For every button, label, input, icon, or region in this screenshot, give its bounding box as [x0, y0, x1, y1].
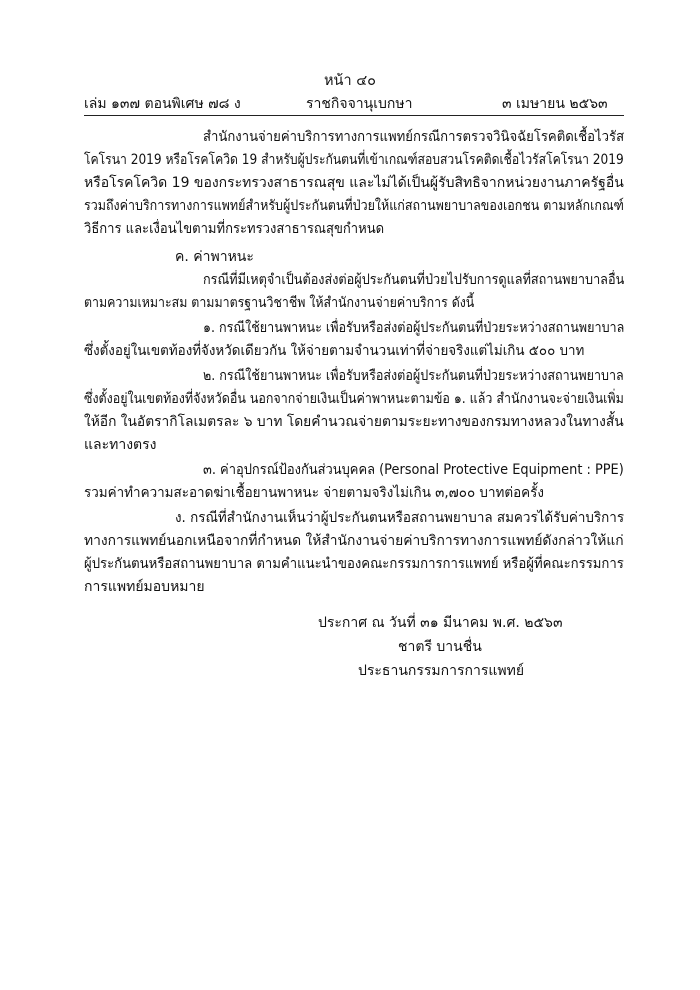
gazette-title: ราชกิจจานุเบกษา — [306, 96, 413, 112]
body-line: ซึ่งตั้งอยู่ในเขตท้องที่จังหวัดอื่น นอกจากจ่ายเงินเป็นค่าพาหนะตามข้อ ๑. แล้ว สำนักงานจะจ่ายเงินเพิ่ม — [84, 391, 624, 407]
body-line: และทางตรง — [84, 437, 157, 453]
publication-date: ๓ เมษายน ๒๕๖๓ — [502, 96, 608, 112]
section-heading: ค. ค่าพาหนะ — [175, 249, 254, 265]
body-line: หรือโรคโควิด 19 ของกระทรวงสาธารณสุข และไม่ได้เป็นผู้รับสิทธิจากหน่วยงานภาครัฐอื่น — [84, 175, 624, 191]
body-line: ทางการแพทย์นอกเหนือจากที่กำหนด ให้สำนักงานจ่ายค่าบริการทางการแพทย์ดังกล่าวให้แก่ — [84, 533, 624, 549]
body-line: กรณีที่มีเหตุจำเป็นต้องส่งต่อผู้ประกันตนที่ป่วยไปรับการดูแลที่สถานพยาบาลอื่น — [203, 272, 625, 288]
body-line: วิธีการ และเงื่อนไขตามที่กระทรวงสาธารณสุขกำหนด — [84, 221, 385, 237]
body-line: ๑. กรณีใช้ยานพาหนะ เพื่อรับหรือส่งต่อผู้ประกันตนที่ป่วยระหว่างสถานพยาบาล — [203, 320, 625, 336]
body-line: ซึ่งตั้งอยู่ในเขตท้องที่จังหวัดเดียวกัน ให้จ่ายตามจำนวนเท่าที่จ่ายจริงแต่ไม่เกิน ๕๐๐ บาท — [84, 343, 585, 359]
body-line: ตามความเหมาะสม ตามมาตรฐานวิชาชีพ ให้สำนักงานจ่ายค่าบริการ ดังนี้ — [84, 295, 475, 311]
body-line: ๒. กรณีใช้ยานพาหนะ เพื่อรับหรือส่งต่อผู้ประกันตนที่ป่วยระหว่างสถานพยาบาล — [203, 368, 624, 384]
gazette-header — [84, 93, 624, 113]
body-line: การแพทย์มอบหมาย — [84, 579, 205, 595]
body-line: สำนักงานจ่ายค่าบริการทางการแพทย์กรณีการตรวจวินิจฉัยโรคติดเชื้อไวรัส — [203, 129, 625, 145]
announcement-date: ประกาศ ณ วันที่ ๓๑ มีนาคม พ.ศ. ๒๕๖๓ — [318, 615, 563, 631]
body-line: รวมถึงค่าบริการทางการแพทย์สำหรับผู้ประกันตนที่ป่วยให้แก่สถานพยาบาลของเอกชน ตามหลักเกณฑ์ — [84, 198, 624, 214]
body-line: ๓. ค่าอุปกรณ์ป้องกันส่วนบุคคล (Personal Protective Equipment : PPE) — [203, 462, 624, 478]
body-line: ง. กรณีที่สำนักงานเห็นว่าผู้ประกันตนหรือสถานพยาบาล สมควรได้รับค่าบริการ — [175, 510, 625, 526]
header-divider — [84, 115, 624, 116]
body-line: รวมค่าทำความสะอาดฆ่าเชื้อยานพาหนะ จ่ายตามจริงไม่เกิน ๓,๗๐๐ บาทต่อครั้ง — [84, 485, 544, 501]
body-line: ให้อีก ในอัตรากิโลเมตรละ ๖ บาท โดยคำนวณจ่ายตามระยะทางของกรมทางหลวงในทางสั้น — [84, 414, 624, 430]
body-line: ผู้ประกันตนหรือสถานพยาบาล ตามคำแนะนำของคณะกรรมการการแพทย์ หรือผู้ที่คณะกรรมการ — [84, 556, 624, 572]
volume-issue: เล่ม ๑๓๗ ตอนพิเศษ ๗๘ ง — [84, 96, 241, 112]
page-number: หน้า ๔๐ — [323, 73, 377, 89]
body-line: โคโรนา 2019 หรือโรคโควิด 19 สำหรับผู้ประกันตนที่เข้าเกณฑ์สอบสวนโรคติดเชื้อไวรัสโคโรนา 2019 — [84, 152, 624, 168]
signatory-position: ประธานกรรมการการแพทย์ — [358, 663, 525, 679]
signatory-name: ชาตรี บานชื่น — [398, 639, 482, 655]
